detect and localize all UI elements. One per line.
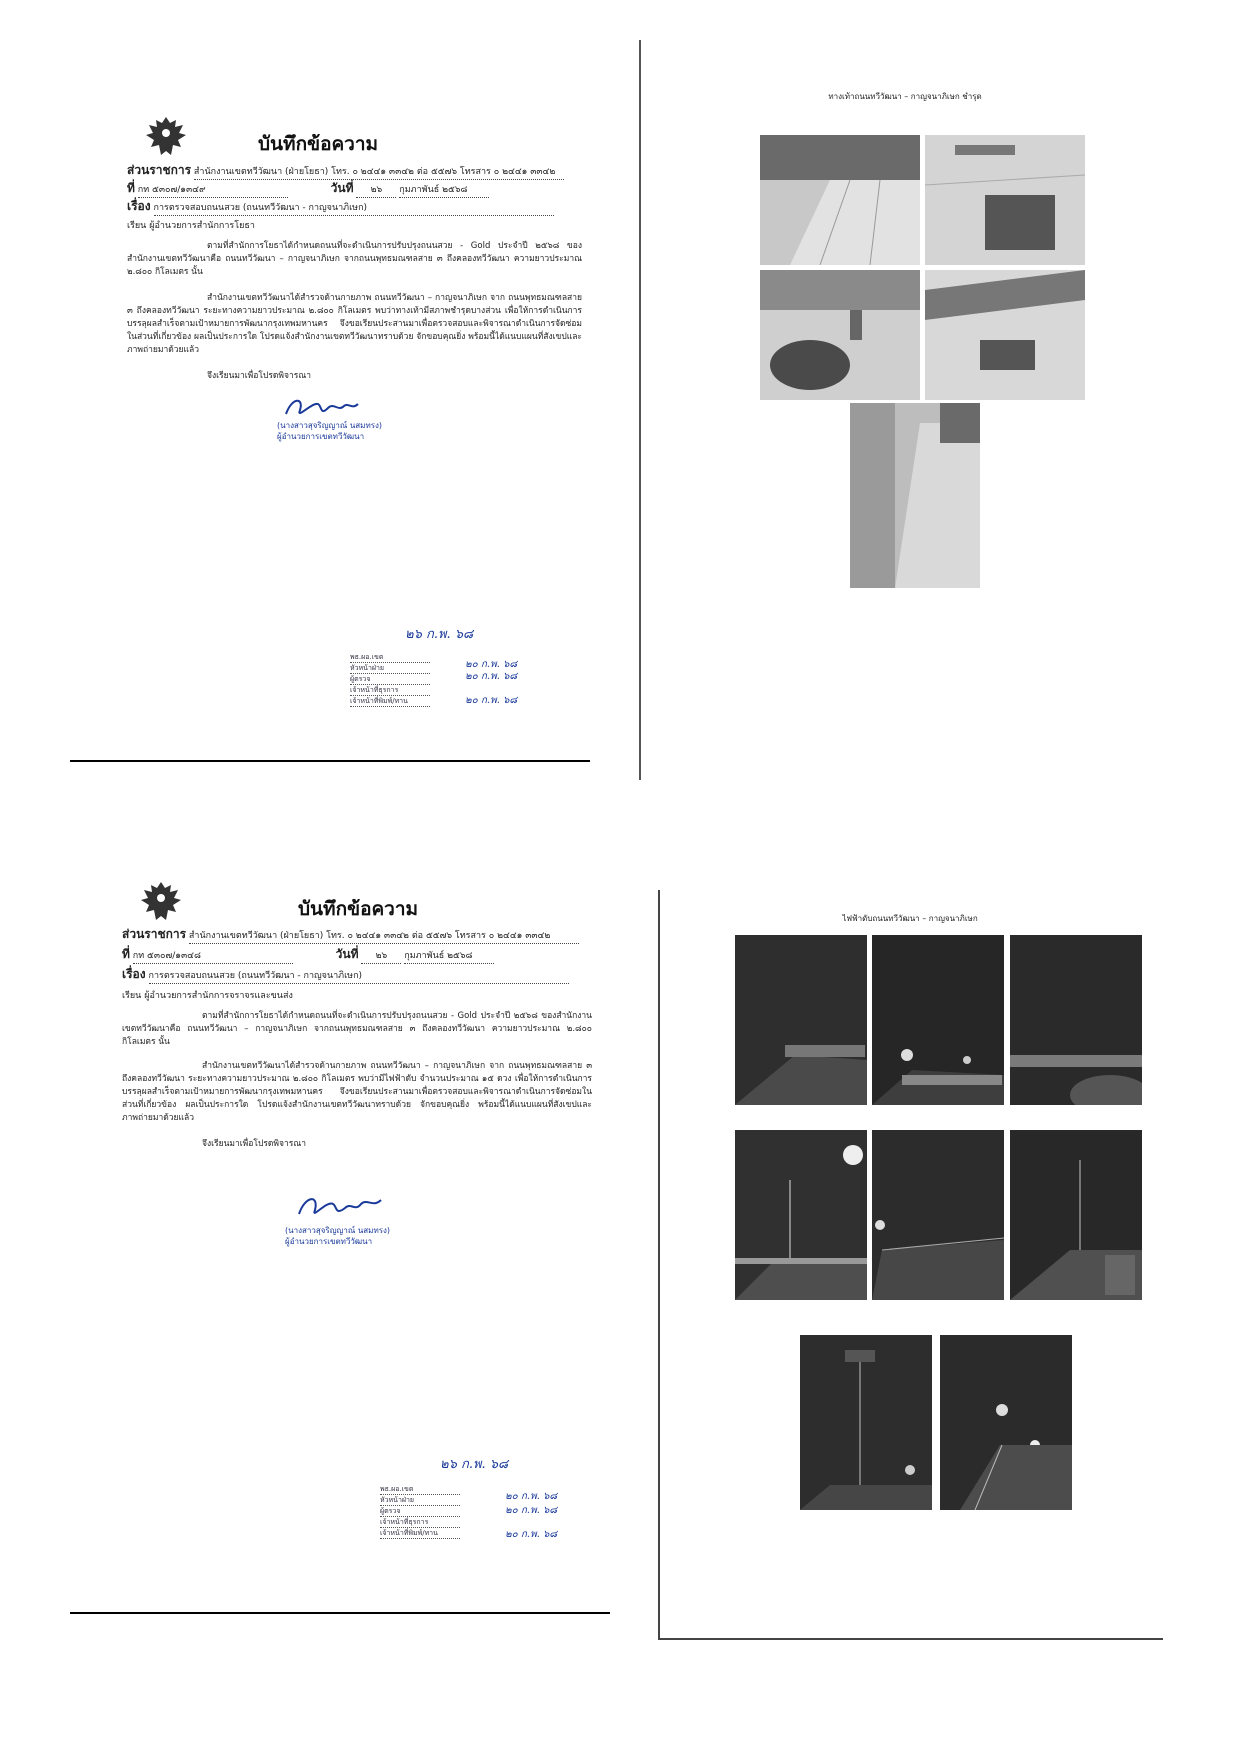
stamp-line: พธ.ผอ.เขต [380, 1484, 460, 1495]
dept-value: สำนักงานเขตทวีวัฒนา (ฝ่ายโยธา) โทร. ๐ ๒๔๔๑ ๓๓๔๒ ต่อ ๕๕๗๖ โทรสาร ๐ ๒๔๔๑ ๓๓๔๒ [194, 166, 564, 180]
scan-edge [70, 1612, 610, 1614]
subject-label: เรื่อง [122, 967, 146, 981]
date-day: ๒๖ [356, 184, 396, 198]
subject-value: การตรวจสอบถนนสวย (ถนนทวีวัฒนา - กาญจนาภิเษก) [149, 970, 569, 984]
routing-stamp [350, 627, 550, 707]
signer-block [277, 420, 382, 442]
stamp-date-2: ๒๐ ก.พ. ๖๘ [465, 671, 518, 682]
paragraph-2: สำนักงานเขตทวีวัฒนาได้สำรวจด้านกายภาพ ถนนทวีวัฒนา – กาญจนาภิเษก จาก ถนนพุทธมณฑลสาย ๓ ถึงคลองทวีวัฒนา ระยะทางความยาวประมาณ ๒.๘๐๐ กิโลเมตร พบว่าทางเท้ามีสภาพชำรุดบางส่วน เพื่อให้การดำเนินการบรรลุผลสำเร็จตามเป้าหมายการพัฒนากรุงเทพมหานคร จึงขอเรียนประสานมาเพื่อตรวจสอบและพิจารณาดำเนินการจัดซ่อมในส่วนที่เกี่ยวข้อง ผลเป็นประการใด โปรดแจ้งสำนักงานเขตทวีวัฒนาทราบด้วย จักขอบคุณยิ่ง พร้อมนี้ได้แนบแผนที่สังเขปและภาพถ่ายมาด้วยแล้ว [127, 293, 582, 355]
number-value: กท ๕๓๐๗/๑๓๔๙ [138, 184, 288, 198]
closing-line: จึงเรียนมาเพื่อโปรดพิจารณา [207, 371, 312, 381]
subject-row [127, 200, 587, 216]
stamp-date-3: ๒๐ ก.พ. ๖๘ [505, 1529, 558, 1540]
stamp-received-date: ๒๖ ก.พ. ๖๘ [405, 627, 474, 642]
night-photo-6 [1010, 1130, 1142, 1300]
paragraph-2: สำนักงานเขตทวีวัฒนาได้สำรวจด้านกายภาพ ถนนทวีวัฒนา – กาญจนาภิเษก จาก ถนนพุทธมณฑลสาย ๓ ถึงคลองทวีวัฒนา ระยะทางความยาวประมาณ ๒.๘๐๐ กิโลเมตร พบว่ามีไฟฟ้าดับ จำนวนประมาณ ๑๕ ดวง เพื่อให้การดำเนินการบรรลุผลสำเร็จตามเป้าหมายการพัฒนากรุงเทพมหานคร จึงขอเรียนประสานมาเพื่อตรวจสอบและพิจารณาดำเนินการจัดซ่อมในส่วนที่เกี่ยวข้อง ผลเป็นประการใด โปรดแจ้งสำนักงานเขตทวีวัฒนาทราบด้วย จักขอบคุณยิ่ง พร้อมนี้ได้แนบแผนที่สังเขปและภาพถ่ายมาด้วยแล้ว [122, 1061, 592, 1123]
stamp-date-1: ๒๐ ก.พ. ๖๘ [505, 1491, 558, 1502]
photo-page-1 [645, 40, 1165, 780]
routing-stamp [380, 1457, 600, 1540]
signer-name: (นางสาวสุจริญญาณ์ นสมทรง) [277, 421, 383, 430]
stamp-line: หัวหน้าฝ่าย [380, 1495, 460, 1506]
stamp-line: เจ้าหน้าที่ธุรการ [350, 685, 430, 696]
date-rest: กุมภาพันธ์ ๒๕๖๘ [399, 184, 489, 198]
stamp-received-date: ๒๖ ก.พ. ๖๘ [440, 1457, 509, 1472]
sidewalk-photo-2 [925, 135, 1085, 265]
signer-block [285, 1225, 390, 1247]
scan-edge [658, 1638, 1163, 1640]
sidewalk-photo-1 [760, 135, 920, 265]
photo-page-2 [660, 890, 1160, 1640]
night-photo-5 [872, 1130, 1004, 1300]
date-label: วันที่ [335, 947, 359, 961]
signer-title: ผู้อำนวยการเขตทวีวัฒนา [277, 432, 365, 441]
signer-name: (นางสาวสุจริญญาณ์ นสมทรง) [285, 1226, 391, 1235]
stamp-line: เจ้าหน้าที่พิมพ์/ทาน [350, 696, 430, 707]
scan-edge [639, 40, 641, 780]
stamp-line: เจ้าหน้าที่พิมพ์/ทาน [380, 1528, 460, 1539]
night-photo-2 [872, 935, 1004, 1105]
dept-row [122, 928, 602, 944]
number-date-row [122, 948, 602, 964]
stamp-date-3: ๒๐ ก.พ. ๖๘ [465, 695, 518, 706]
photo-page-title: ไฟฟ้าดับถนนทวีวัฒนา – กาญจนาภิเษก [842, 914, 978, 923]
garuda-emblem-icon [140, 880, 182, 924]
night-photo-7 [800, 1335, 932, 1510]
number-label: ที่ [127, 181, 135, 195]
signature-scrawl-icon [282, 392, 362, 422]
subject-row [122, 968, 602, 984]
memo-page-1 [70, 70, 590, 770]
sidewalk-photo-3 [760, 270, 920, 400]
dept-value: สำนักงานเขตทวีวัฒนา (ฝ่ายโยธา) โทร. ๐ ๒๔๔๑ ๓๓๔๒ ต่อ ๕๕๗๖ โทรสาร ๐ ๒๔๔๑ ๓๓๔๒ [189, 930, 579, 944]
memo-title: บันทึกข้อความ [298, 898, 419, 920]
night-photo-1 [735, 935, 867, 1105]
stamp-line: ผู้ตรวจ [380, 1506, 460, 1517]
garuda-emblem-icon [145, 115, 187, 159]
night-photo-8 [940, 1335, 1072, 1510]
closing-line: จึงเรียนมาเพื่อโปรดพิจารณา [202, 1139, 307, 1149]
night-photo-3 [1010, 935, 1142, 1105]
stamp-line: พธ.ผอ.เขต [350, 652, 430, 663]
date-rest: กุมภาพันธ์ ๒๕๖๘ [404, 950, 494, 964]
photo-page-title: ทางเท้าถนนทวีวัฒนา – กาญจนาภิเษก ชำรุด [828, 92, 982, 101]
sidewalk-photo-4 [925, 270, 1085, 400]
dept-label: ส่วนราชการ [122, 927, 187, 941]
addressee: เรียน ผู้อำนวยการสำนักการโยธา [127, 221, 255, 231]
paragraph-1: ตามที่สำนักการโยธาได้กำหนดถนนที่จะดำเนินการปรับปรุงถนนสวย - Gold ประจำปี ๒๕๖๘ ของสำนักงานเขตทวีวัฒนาคือ ถนนทวีวัฒนา – กาญจนาภิเษก จากถนนพุทธมณฑลสาย ๓ ถึงคลองทวีวัฒนา ความยาวประมาณ ๒.๘๐๐ กิโลเมตร นั้น [122, 1011, 592, 1047]
paragraph-1: ตามที่สำนักการโยธาได้กำหนดถนนที่จะดำเนินการปรับปรุงถนนสวย - Gold ประจำปี ๒๕๖๘ ของสำนักงานเขตทวีวัฒนาคือ ถนนทวีวัฒนา – กาญจนาภิเษก จากถนนพุทธมณฑลสาย ๓ ถึงคลองทวีวัฒนา ความยาวประมาณ ๒.๘๐๐ กิโลเมตร นั้น [127, 241, 582, 277]
stamp-line: ผู้ตรวจ [350, 674, 430, 685]
number-date-row [127, 182, 587, 198]
subject-label: เรื่อง [127, 199, 151, 213]
number-label: ที่ [122, 947, 130, 961]
dept-row [127, 164, 587, 180]
addressee: เรียน ผู้อำนวยการสำนักการจราจรและขนส่ง [122, 991, 293, 1001]
subject-value: การตรวจสอบถนนสวย (ถนนทวีวัฒนา - กาญจนาภิเษก) [154, 202, 554, 216]
signer-title: ผู้อำนวยการเขตทวีวัฒนา [285, 1237, 373, 1246]
date-day: ๒๖ [361, 950, 401, 964]
scan-edge [658, 890, 660, 1640]
night-photo-4 [735, 1130, 867, 1300]
stamp-date-1: ๒๐ ก.พ. ๖๘ [465, 659, 518, 670]
stamp-date-2: ๒๐ ก.พ. ๖๘ [505, 1505, 558, 1516]
date-label: วันที่ [330, 181, 354, 195]
scan-edge [70, 760, 590, 762]
number-value: กท ๕๓๐๗/๑๓๔๘ [133, 950, 293, 964]
dept-label: ส่วนราชการ [127, 163, 192, 177]
stamp-line: หัวหน้าฝ่าย [350, 663, 430, 674]
memo-page-2 [70, 860, 610, 1620]
sidewalk-photo-5 [850, 403, 980, 588]
signature-scrawl-icon [295, 1190, 385, 1222]
memo-title: บันทึกข้อความ [258, 133, 379, 155]
stamp-line: เจ้าหน้าที่ธุรการ [380, 1517, 460, 1528]
